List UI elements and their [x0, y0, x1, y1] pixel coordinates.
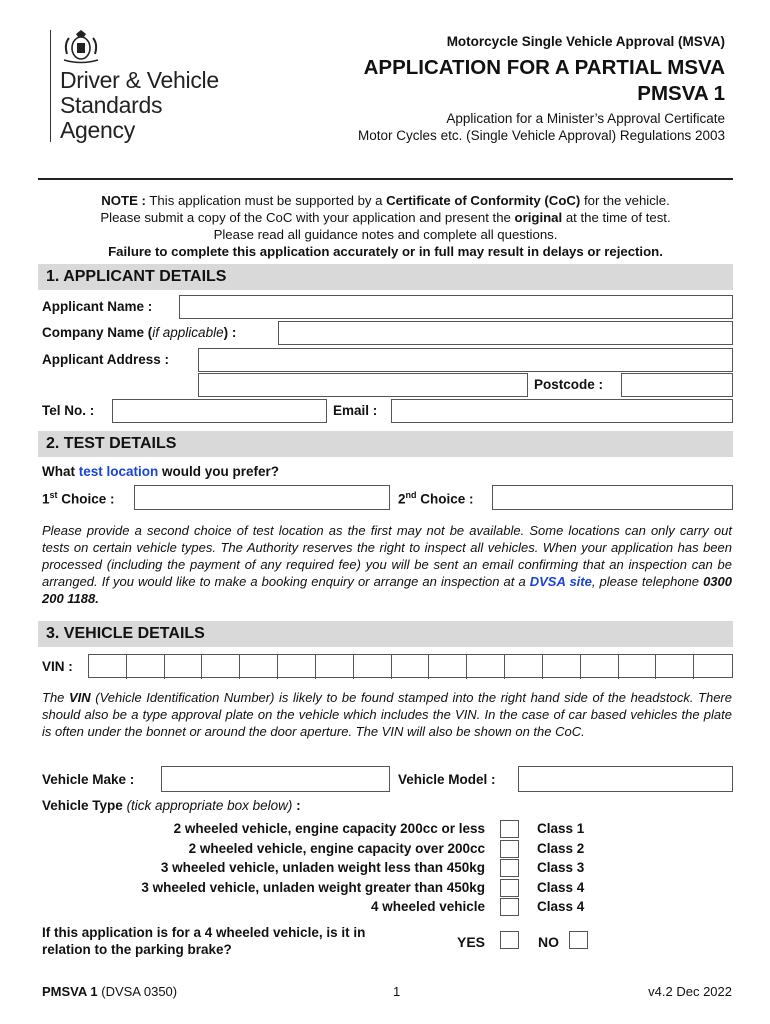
dvsa-site-link[interactable]: DVSA site: [529, 574, 592, 589]
test-location-question: What test location would you prefer?: [42, 464, 280, 479]
section-applicant-details: [38, 264, 733, 290]
vehicle-class: Class 3: [537, 860, 585, 875]
vehicle-type-desc: 2 wheeled vehicle, engine capacity over 200cc: [188, 840, 485, 856]
vin-char-cell[interactable]: [392, 655, 430, 679]
first-choice-field[interactable]: [134, 485, 390, 510]
vin-char-cell[interactable]: [505, 655, 543, 679]
form-description-2: Motor Cycles etc. (Single Vehicle Approval) Regulations 2003: [358, 128, 725, 143]
vehicle-class: Class 1: [537, 821, 585, 836]
vin-char-cell[interactable]: [543, 655, 581, 679]
vin-char-cell[interactable]: [165, 655, 203, 679]
agency-name-line2: Standards: [60, 92, 163, 118]
vehicle-type-desc: 3 wheeled vehicle, unladen weight greater than 450kg: [141, 879, 485, 895]
note-block: NOTE : This application must be supported by a Certificate of Conformity (CoC) for the vehicle. Please submit a copy of the CoC with your application and present the original at the time of test. Please read all guidance notes and complete all questions. Failure to complete this application accurately or in full may result in delays or rejection.: [38, 192, 733, 260]
section-title: 2. TEST DETAILS: [46, 435, 177, 452]
section-test-details: [38, 431, 733, 457]
address-line1-field[interactable]: [198, 348, 733, 372]
applicant-address-label: Applicant Address :: [42, 352, 170, 367]
logo-divider: [50, 30, 51, 142]
vehicle-type-label: Vehicle Type (tick appropriate box below) :: [42, 798, 301, 813]
class-4-4wheel-checkbox[interactable]: [500, 898, 519, 916]
note-label: NOTE :: [101, 193, 146, 208]
class-2-checkbox[interactable]: [500, 840, 519, 858]
vin-char-cell[interactable]: [429, 655, 467, 679]
vin-char-cell[interactable]: [89, 655, 127, 679]
vin-label: VIN :: [42, 659, 73, 674]
header-rule: [38, 178, 733, 180]
vin-char-cell[interactable]: [316, 655, 354, 679]
form-code-title: PMSVA 1: [637, 82, 725, 105]
form-subtitle: Motorcycle Single Vehicle Approval (MSVA): [446, 34, 725, 49]
tel-label: Tel No. :: [42, 403, 95, 418]
vin-guidance: The VIN (Vehicle Identification Number) is likely to be found stamped into the right hand side of the headstock. There should also be a type approval plate on the vehicle which includes the VIN. In the case of car based vehicles the plate is often under the bonnet or around the door aperture. The VIN will also be shown on the CoC.: [42, 690, 732, 739]
parking-brake-question: If this application is for a 4 wheeled vehicle, is it in relation to the parking brake?: [42, 925, 366, 957]
telephone-number: 0300 200 1188.: [42, 574, 732, 606]
class-3-checkbox[interactable]: [500, 859, 519, 877]
agency-name-line1: Driver & Vehicle: [60, 67, 219, 93]
yes-label: YES: [457, 934, 486, 950]
vehicle-model-field[interactable]: [518, 766, 733, 792]
vehicle-class: Class 4: [537, 899, 585, 914]
vehicle-type-row: [0, 840, 770, 860]
vehicle-type-row: [0, 820, 770, 840]
vehicle-class: Class 4: [537, 879, 585, 895]
vehicle-type-list: [0, 820, 770, 920]
company-name-field[interactable]: [278, 321, 733, 345]
vehicle-type-desc: 4 wheeled vehicle: [370, 899, 485, 914]
vehicle-make-field[interactable]: [161, 766, 390, 792]
section-vehicle-details: [38, 621, 733, 647]
vehicle-type-desc: 2 wheeled vehicle, engine capacity 200cc or less: [173, 821, 485, 836]
vin-char-cell[interactable]: [278, 655, 316, 679]
form-title: APPLICATION FOR A PARTIAL MSVA: [363, 56, 725, 79]
note-warning: Failure to complete this application accurately or in full may result in delays or rejection.: [108, 244, 663, 259]
dvsa-logo: [48, 28, 248, 148]
vehicle-type-desc: 3 wheeled vehicle, unladen weight less than 450kg: [160, 860, 485, 875]
vin-char-cell[interactable]: [619, 655, 657, 679]
postcode-field[interactable]: [621, 373, 733, 397]
second-choice-field[interactable]: [492, 485, 733, 510]
postcode-label: Postcode :: [534, 377, 604, 392]
form-description-1: Application for a Minister’s Approval Certificate: [446, 111, 725, 126]
vin-char-cell[interactable]: [656, 655, 694, 679]
test-location-guidance: Please provide a second choice of test location as the first may not be available. Some locations can only carry out tests on certain vehicle types. The Authority reserves the right to inspect all vehicles. When your application has been processed (including the payment of any required fee) you will be sent an email confirming that an inspection can be arranged. If you would like to make a booking enquiry or arrange an inspection at a DVSA site, please telephone 0300 200 1188.: [42, 523, 732, 606]
address-line2-field[interactable]: [198, 373, 528, 397]
email-label: Email :: [333, 403, 378, 418]
royal-crest-icon: [60, 28, 102, 64]
vehicle-type-row: [0, 879, 770, 899]
class-1-checkbox[interactable]: [500, 820, 519, 838]
vin-char-cell[interactable]: [240, 655, 278, 679]
vin-char-cell[interactable]: [467, 655, 505, 679]
section-title: 3. VEHICLE DETAILS: [46, 625, 205, 642]
applicant-name-field[interactable]: [179, 295, 733, 319]
first-choice-label: 1st Choice :: [42, 490, 115, 507]
applicant-name-label: Applicant Name :: [42, 299, 153, 314]
vin-char-cell[interactable]: [354, 655, 392, 679]
tel-field[interactable]: [112, 399, 327, 423]
vin-char-cell[interactable]: [127, 655, 165, 679]
vin-char-cell[interactable]: [202, 655, 240, 679]
vehicle-make-label: Vehicle Make :: [42, 772, 135, 787]
vin-char-cell[interactable]: [581, 655, 619, 679]
page-number: 1: [393, 984, 401, 999]
yes-checkbox[interactable]: [500, 931, 519, 949]
vehicle-type-row: [0, 898, 770, 918]
test-location-link[interactable]: test location: [78, 464, 159, 479]
form-version: v4.2 Dec 2022: [648, 984, 732, 999]
footer-form-ref: PMSVA 1 (DVSA 0350): [42, 984, 178, 999]
second-choice-label: 2nd Choice :: [398, 490, 474, 507]
email-field[interactable]: [391, 399, 733, 423]
section-title: 1. APPLICANT DETAILS: [46, 268, 227, 285]
company-name-label: Company Name (if applicable) :: [42, 325, 237, 340]
no-label: NO: [538, 934, 559, 950]
vin-char-cell[interactable]: [694, 655, 732, 679]
vehicle-class: Class 2: [537, 840, 585, 856]
vin-field[interactable]: [88, 654, 733, 678]
vehicle-type-row: [0, 859, 770, 879]
agency-name-line3: Agency: [60, 117, 135, 143]
class-4-3wheel-checkbox[interactable]: [500, 879, 519, 897]
no-checkbox[interactable]: [569, 931, 588, 949]
vehicle-model-label: Vehicle Model :: [398, 772, 496, 787]
